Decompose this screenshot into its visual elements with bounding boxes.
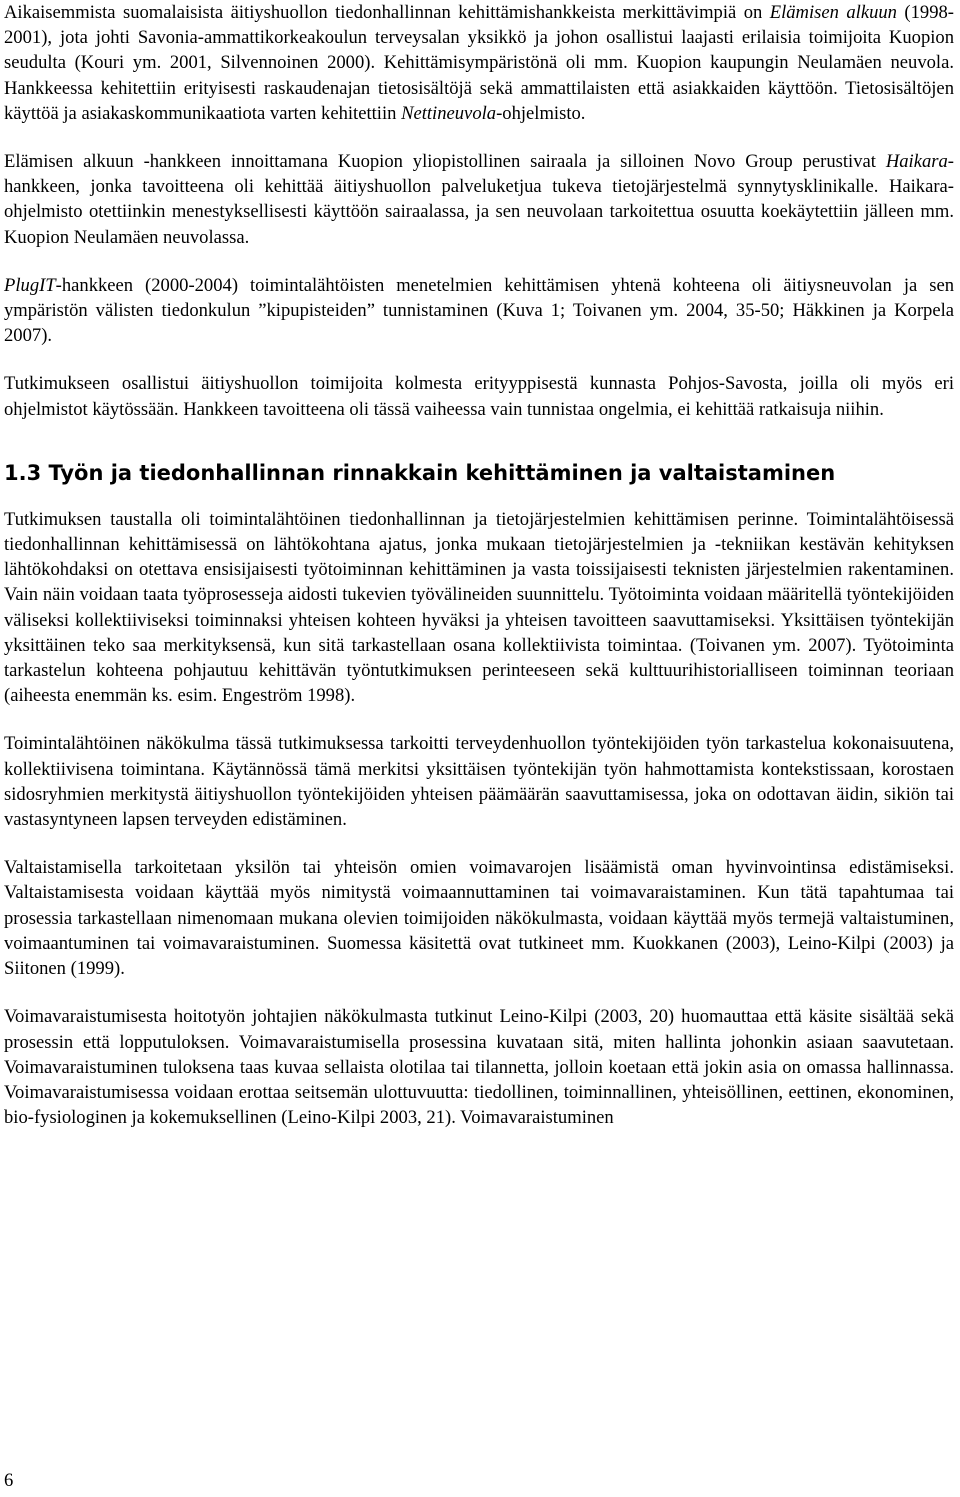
paragraph	[4, 371, 954, 421]
paragraph-text: -ohjelmisto.	[496, 102, 586, 124]
paragraph	[4, 1004, 954, 1130]
paragraph-text: Aikaisemmista suomalaisista äitiyshuollon tiedonhallinnan kehittämishankkeista merkittävimpiä on	[4, 2, 770, 23]
paragraph-text: Toimintalähtöinen näkökulma tässä tutkimuksessa tarkoitti terveydenhuollon työntekijöiden työn tarkastelua kokonaisuutena, kollektiivisena toimintana. Käytännössä tämä merkitsi yksittäisen työntekijän työn hahmottamista kontekstissaan, korostaen sidosryhmien merkitystä äitiyshuollon työntekijöiden yhteisen päämäärän saavuttamisessa, joka on odottavan äidin, sikiön tai vastasyntyneen lapsen terveyden edistäminen.	[4, 733, 954, 831]
paragraph-text: Elämisen alkuun -hankkeen innoittamana Kuopion yliopistollinen sairaala ja silloinen Novo Group perustivat	[4, 151, 886, 173]
paragraph	[4, 855, 954, 981]
italic-term: PlugIT	[4, 274, 56, 296]
paragraph	[4, 273, 954, 349]
paragraph-text: -hankkeen (2000-2004) toimintalähtöisten menetelmien kehittämisen yhtenä kohteena oli äitiysneuvolan ja sen ympäristön välisten tiedonkulun ”kipupisteiden” tunnistaminen (Kuva 1; Toivanen ym. 2004, 35-50; Häkkinen ja Korpela 2007).	[4, 274, 954, 347]
paragraph-text: Valtaistamisella tarkoitetaan yksilön tai yhteisön omien voimavarojen lisäämistä oman hyvinvointinsa edistämiseksi. Valtaistamisesta voidaan käyttää myös nimitystä voimaannuttaminen tai voimavaraistaminen. Kun tätä tapahtumaa tai prosessia tarkastellaan nimenomaan mukana olevien toimijoiden näkökulmasta, voidaan käyttää myös termejä valtaistuminen, voimaantuminen tai voimavaraistuminen. Suomessa käsitettä ovat tutkineet mm. Kuokkanen (2003), Leino-Kilpi (2003) ja Siitonen (1999).	[4, 857, 954, 980]
paragraph-text: (1998-2001), jota johti Savonia-ammattikorkeakoulun terveysalan yksikkö ja johon osallistui laajasti erilaisia toimijoita Kuopion seudulta (Kouri ym. 2001, Silvennoinen 2000). Kehittämisympäristönä oli mm. Kuopion kaupungin Neulamäen neuvola. Hankkeessa kehitettiin erityisesti raskaudenajan tietosisältöjä sekä ammattilaisten että asiakkaiden käyttöön. Tietosisältöjen käyttöä ja asiakaskommunikaatiota varten kehitettiin	[4, 2, 954, 124]
paragraph	[4, 731, 954, 832]
body-text-before-heading	[4, 0, 954, 422]
paragraph-text: -hankkeen, jonka tavoitteena oli kehittää äitiyshuollon palveluketjua tukeva tietojärjestelmä synnytysklinikalle. Haikara-ohjelmisto otettiinkin menestyksellisesti käyttöön sairaalassa, ja sen neuvolaan tarkoitettua osuutta koekäytettiin jälleen mm. Kuopion Neulamäen neuvolassa.	[4, 151, 954, 248]
page-number: 6	[4, 1470, 14, 1491]
italic-term: Haikara	[885, 151, 948, 173]
paragraph-text: Tutkimuksen taustalla oli toimintalähtöinen tiedonhallinnan ja tietojärjestelmien kehittämisen perinne. Toimintalähtöisessä tiedonhallinnan kehittämisessä on lähtökohtana ajatus, jonka mukaan tietojärjestelmien ja -tekniikan kestävän kehityksen lähtökohdaksi on otettava ensisijaisesti työtoiminnan kehittäminen ja vasta toissijaisesti teknisten järjestelmien rakentaminen. Vain näin voidaan taata työprosesseja aidosti tukevien työvälineiden suunnittelu. Työtoiminta voidaan määritellä työntekijöiden väliseksi kollektiiviseksi toiminnaksi yhteisen kohteen hyväksi ja yhteisen tavoitteen saavuttamiseksi. Yksittäisen työntekijän yksittäinen teko saa merkityksensä, kun sitä tarkastellaan osana kollektiivista toimintaa. (Toivanen ym. 2007). Työtoiminta tarkastelun kohteena pohjautuu kehittävän työntutkimuksen perinteeseen sekä kulttuurihistorialliseen toiminnan teoriaan (aiheesta enemmän ks. esim. Engeström 1998).	[4, 508, 954, 707]
section-number: 1.3	[4, 460, 49, 485]
italic-term: Nettineuvola	[401, 102, 497, 124]
italic-term: Elämisen alkuun	[769, 2, 897, 23]
paragraph-text: Voimavaraistumisesta hoitotyön johtajien näkökulmasta tutkinut Leino-Kilpi (2003, 20) huomauttaa että käsite sisältää sekä prosessin että lopputuloksen. Voimavaraistumisella prosessina kuvataan sitä, miten hallinta johonkin asiaan saavutetaan. Voimavaraistuminen tuloksena taas kuvaa sellaista olotilaa tai tilannetta, jolloin koetaan että jokin asia on omassa hallinnassa. Voimavaraistumisessa voidaan erottaa seitsemän ulottuvuutta: tiedollinen, toiminnallinen, yhteisöllinen, eettinen, ekonominen, bio-fysiologinen ja kokemuksellinen (Leino-Kilpi 2003, 21). Voimavaraistuminen	[4, 1006, 954, 1129]
section-title: Työn ja tiedonhallinnan rinnakkain kehittäminen ja valtaistaminen	[48, 460, 836, 485]
paragraph	[4, 149, 954, 250]
document-page	[4, 0, 954, 1153]
paragraph	[4, 507, 954, 709]
paragraph	[4, 0, 954, 126]
section-heading	[4, 459, 954, 487]
paragraph-text: Tutkimukseen osallistui äitiyshuollon toimijoita kolmesta erityyppisestä kunnasta Pohjos-Savosta, joilla oli myös eri ohjelmistot käytössään. Hankkeen tavoitteena oli tässä vaiheessa vain tunnistaa ongelmia, ei kehittää ratkaisuja niihin.	[4, 373, 954, 420]
body-text-after-heading	[4, 507, 954, 1130]
